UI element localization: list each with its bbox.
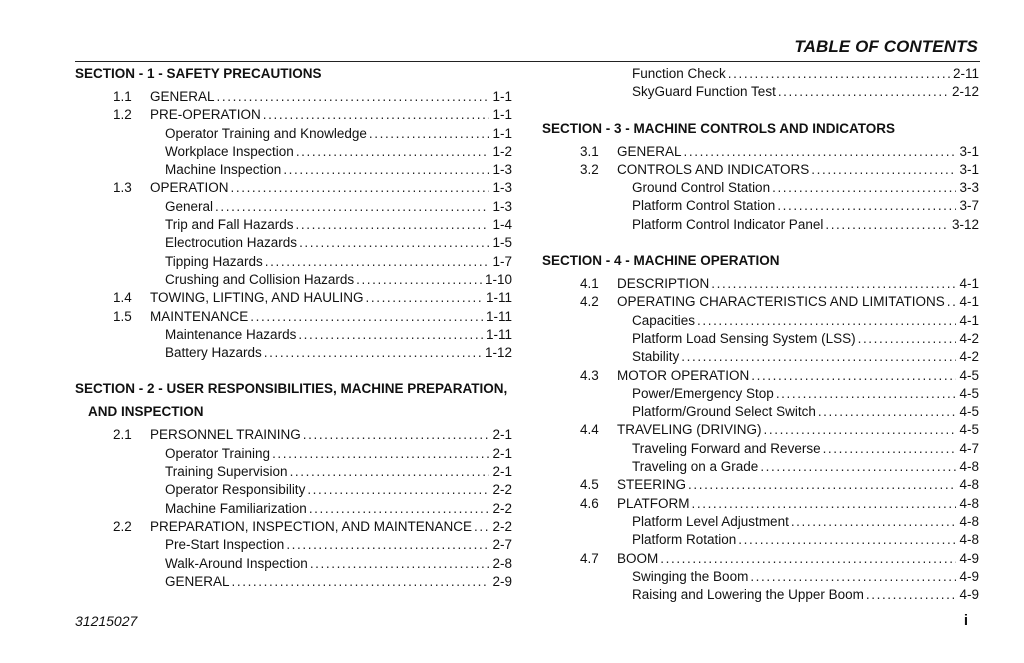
toc-entry-title: Pre-Start Inspection xyxy=(165,537,285,553)
dot-leader xyxy=(823,440,957,458)
toc-entry[interactable] xyxy=(542,586,979,604)
toc-entry[interactable] xyxy=(75,106,512,124)
toc-entry[interactable] xyxy=(542,367,979,385)
toc-entry-title: CONTROLS AND INDICATORS xyxy=(617,161,810,177)
document-number: 31215027 xyxy=(75,613,138,629)
dot-leader xyxy=(760,458,956,476)
toc-entry-title: Machine Familiarization xyxy=(165,500,307,516)
toc-entry-title: Traveling Forward and Reverse xyxy=(632,440,821,456)
toc-entry-number: 1.3 xyxy=(113,180,132,196)
toc-entry[interactable] xyxy=(75,536,512,554)
toc-entry[interactable] xyxy=(542,513,979,531)
toc-entry[interactable] xyxy=(75,125,512,143)
section-heading: SECTION - 2 - USER RESPONSIBILITIES, MACHINE PREPARATION, xyxy=(75,381,508,397)
dot-leader xyxy=(811,161,956,179)
toc-entry[interactable] xyxy=(542,495,979,513)
toc-entry-page: 4-9 xyxy=(959,587,979,603)
toc-entry-title: Tipping Hazards xyxy=(165,253,263,269)
toc-entry-number: 1.1 xyxy=(113,89,132,104)
section-heading: SECTION - 3 - MACHINE CONTROLS AND INDICATORS xyxy=(542,120,896,136)
dot-leader xyxy=(751,367,956,385)
toc-entry-title: Platform Control Indicator Panel xyxy=(632,216,824,232)
toc-entry[interactable] xyxy=(542,348,979,366)
toc-entry-page: 2-7 xyxy=(492,537,512,553)
toc-entry-title: Training Supervision xyxy=(165,464,288,480)
dot-leader xyxy=(264,344,482,362)
toc-entry-title: Crushing and Collision Hazards xyxy=(165,271,355,287)
toc-entry-title: Battery Hazards xyxy=(165,345,262,361)
toc-entry[interactable] xyxy=(542,458,979,476)
toc-entry-page: 4-2 xyxy=(959,349,979,365)
dot-leader xyxy=(310,555,490,573)
toc-entry-title: Machine Inspection xyxy=(165,162,282,178)
toc-entry-title: MAINTENANCE xyxy=(150,308,249,324)
toc-entry-title: Operator Training and Knowledge xyxy=(165,125,367,141)
page-number: i xyxy=(963,612,968,629)
toc-right-column xyxy=(542,65,979,622)
toc-entry-number: 4.7 xyxy=(580,550,599,566)
toc-entry[interactable] xyxy=(542,312,979,330)
toc-entry-page: 2-8 xyxy=(492,555,512,571)
toc-entry-page: 4-5 xyxy=(959,385,979,401)
toc-entry-page: 1-3 xyxy=(492,198,512,214)
toc-entry-title: OPERATING CHARACTERISTICS AND LIMITATIONS xyxy=(617,294,945,310)
section-heading: SECTION - 1 - SAFETY PRECAUTIONS xyxy=(75,66,322,81)
toc-entry-title: Function Check xyxy=(632,66,726,81)
section-heading: AND INSPECTION xyxy=(88,404,204,420)
toc-entry[interactable] xyxy=(75,463,512,481)
dot-leader xyxy=(298,326,483,344)
toc-section xyxy=(542,120,979,234)
toc-entry[interactable] xyxy=(75,161,512,179)
toc-entry-page: 3-7 xyxy=(959,198,979,214)
toc-entry[interactable] xyxy=(75,198,512,216)
toc-entry-page: 4-5 xyxy=(959,367,979,383)
toc-section xyxy=(542,252,979,604)
toc-entry-number: 3.2 xyxy=(580,161,599,177)
toc-entry-page: 1-7 xyxy=(492,253,512,269)
toc-section xyxy=(75,65,512,362)
toc-entry[interactable] xyxy=(542,275,979,293)
toc-entry-page: 2-1 xyxy=(492,464,512,480)
toc-entry-page: 4-2 xyxy=(959,330,979,346)
dot-leader xyxy=(750,568,956,586)
toc-entry-page: 3-3 xyxy=(959,180,979,196)
toc-entry[interactable] xyxy=(542,197,979,215)
toc-entry-number: 2.1 xyxy=(113,427,132,443)
dot-leader xyxy=(272,445,489,463)
toc-entry[interactable] xyxy=(542,403,979,421)
toc-entry-number: 1.5 xyxy=(113,308,132,324)
toc-entry-page: 4-9 xyxy=(959,568,979,584)
toc-entry-title: Walk-Around Inspection xyxy=(165,555,308,571)
dot-leader xyxy=(738,531,956,549)
toc-entry-title: Operator Training xyxy=(165,445,271,461)
toc-entry-title: PREPARATION, INSPECTION, AND MAINTENANCE xyxy=(150,518,473,534)
dot-leader xyxy=(217,88,490,106)
dot-leader xyxy=(231,179,490,197)
toc-entry[interactable] xyxy=(75,179,512,197)
dot-leader xyxy=(818,403,957,421)
toc-entry[interactable] xyxy=(75,344,512,362)
toc-entry[interactable] xyxy=(75,289,512,307)
toc-entry[interactable] xyxy=(75,481,512,499)
toc-entry-title: Platform Control Station xyxy=(632,198,776,214)
toc-entry-title: OPERATION xyxy=(150,180,229,196)
toc-entry-title: PRE-OPERATION xyxy=(150,107,261,123)
toc-entry-page: 4-8 xyxy=(959,477,979,493)
toc-entry-title: Platform/Ground Select Switch xyxy=(632,404,816,420)
dot-leader xyxy=(290,463,490,481)
dot-leader xyxy=(215,198,489,216)
toc-entry-number: 2.2 xyxy=(113,518,132,534)
dot-leader xyxy=(947,293,957,311)
toc-entry[interactable] xyxy=(75,426,512,444)
toc-entry[interactable] xyxy=(75,445,512,463)
toc-entry-title: Power/Emergency Stop xyxy=(632,385,774,401)
toc-entry-number: 4.2 xyxy=(580,294,599,310)
toc-entry[interactable] xyxy=(75,253,512,271)
toc-entry[interactable] xyxy=(542,65,979,83)
dot-leader xyxy=(309,500,490,518)
toc-entry[interactable] xyxy=(542,421,979,439)
toc-section xyxy=(542,65,979,102)
toc-entry-page: 1-1 xyxy=(492,125,512,141)
dot-leader xyxy=(776,385,957,403)
dot-leader xyxy=(263,106,490,124)
toc-entry-number: 4.1 xyxy=(580,276,599,292)
toc-entry-title: PERSONNEL TRAINING xyxy=(150,427,301,443)
dot-leader xyxy=(825,216,949,234)
toc-entry[interactable] xyxy=(542,385,979,403)
toc-entry-page: 3-1 xyxy=(959,143,979,159)
toc-entry-page: 1-5 xyxy=(492,235,512,251)
dot-leader xyxy=(286,536,489,554)
dot-leader xyxy=(681,348,956,366)
toc-entry[interactable] xyxy=(75,500,512,518)
toc-entry-page: 1-3 xyxy=(492,180,512,196)
dot-leader xyxy=(299,234,489,252)
toc-entry-title: Stability xyxy=(632,349,680,365)
section-heading: SECTION - 4 - MACHINE OPERATION xyxy=(542,253,780,269)
dot-leader xyxy=(697,312,956,330)
dot-leader xyxy=(232,573,490,591)
dot-leader xyxy=(684,143,957,161)
toc-entry-page: 1-11 xyxy=(485,326,512,342)
dot-leader xyxy=(692,495,957,513)
dot-leader xyxy=(772,179,956,197)
dot-leader xyxy=(866,586,957,604)
toc-entry-page: 1-10 xyxy=(484,271,512,287)
dot-leader xyxy=(778,83,949,101)
dot-leader xyxy=(307,481,489,499)
toc-entry[interactable] xyxy=(75,573,512,591)
toc-entry-page: 2-1 xyxy=(492,445,512,461)
toc-entry-page: 2-11 xyxy=(952,66,979,81)
toc-entry[interactable] xyxy=(75,143,512,161)
toc-entry-title: GENERAL xyxy=(617,143,682,159)
toc-section xyxy=(75,380,512,591)
toc-entry-title: TRAVELING (DRIVING) xyxy=(617,422,762,438)
dot-leader xyxy=(356,271,482,289)
toc-entry-page: 4-5 xyxy=(959,404,979,420)
toc-entry-title: Raising and Lowering the Upper Boom xyxy=(632,587,864,603)
toc-entry-page: 4-1 xyxy=(959,276,979,292)
toc-entry-page: 4-8 xyxy=(959,513,979,529)
header-rule xyxy=(75,61,980,62)
toc-entry-title: General xyxy=(165,198,214,214)
toc-entry[interactable] xyxy=(75,234,512,252)
toc-entry-page: 4-5 xyxy=(959,422,979,438)
toc-entry-title: Capacities xyxy=(632,312,696,328)
dot-leader xyxy=(764,421,957,439)
toc-entry-page: 4-7 xyxy=(959,440,979,456)
toc-entry[interactable] xyxy=(75,555,512,573)
toc-entry-page: 2-2 xyxy=(492,482,512,498)
dot-leader xyxy=(858,330,957,348)
dot-leader xyxy=(250,308,483,326)
toc-entry-title: GENERAL xyxy=(165,573,230,589)
toc-entry-title: DESCRIPTION xyxy=(617,276,710,292)
dot-leader xyxy=(369,125,490,143)
dot-leader xyxy=(660,550,956,568)
toc-entry-title: MOTOR OPERATION xyxy=(617,367,750,383)
toc-entry-title: Workplace Inspection xyxy=(165,143,294,159)
toc-entry-page: 1-11 xyxy=(485,290,512,306)
toc-entry-title: Swinging the Boom xyxy=(632,568,749,584)
dot-leader xyxy=(728,65,950,83)
toc-entry-title: SkyGuard Function Test xyxy=(632,84,776,100)
toc-entry-title: BOOM xyxy=(617,550,659,566)
toc-entry-number: 1.2 xyxy=(113,107,132,123)
toc-entry-page: 1-1 xyxy=(492,89,512,104)
toc-entry-page: 4-9 xyxy=(959,550,979,566)
dot-leader xyxy=(296,143,490,161)
dot-leader xyxy=(366,289,483,307)
toc-entry-page: 1-12 xyxy=(484,345,512,361)
toc-entry-title: GENERAL xyxy=(150,89,215,104)
toc-entry[interactable] xyxy=(542,550,979,568)
toc-entry-title: Platform Rotation xyxy=(632,532,737,548)
toc-entry-number: 4.5 xyxy=(580,477,599,493)
toc-entry[interactable] xyxy=(75,271,512,289)
toc-entry-page: 3-12 xyxy=(951,216,979,232)
toc-entry-page: 4-8 xyxy=(959,459,979,475)
toc-entry-number: 4.3 xyxy=(580,367,599,383)
toc-entry-page: 4-1 xyxy=(959,294,979,310)
toc-entry-title: Ground Control Station xyxy=(632,180,771,196)
page-title: TABLE OF CONTENTS xyxy=(794,37,978,56)
toc-entry[interactable] xyxy=(75,308,512,326)
dot-leader xyxy=(777,197,956,215)
toc-entry-title: PLATFORM xyxy=(617,495,690,511)
toc-entry-title: STEERING xyxy=(617,477,687,493)
toc-entry[interactable] xyxy=(75,88,512,106)
toc-entry[interactable] xyxy=(542,330,979,348)
toc-entry[interactable] xyxy=(542,476,979,494)
toc-entry-number: 3.1 xyxy=(580,143,599,159)
toc-entry-page: 4-8 xyxy=(959,532,979,548)
toc-entry[interactable] xyxy=(75,518,512,536)
toc-entry-title: Platform Load Sensing System (LSS) xyxy=(632,330,856,346)
toc-entry-title: Trip and Fall Hazards xyxy=(165,217,294,233)
toc-entry-title: Maintenance Hazards xyxy=(165,326,297,342)
toc-entry-title: Traveling on a Grade xyxy=(632,459,759,475)
dot-leader xyxy=(265,253,490,271)
toc-entry-page: 1-11 xyxy=(485,308,512,324)
dot-leader xyxy=(688,476,956,494)
toc-entry[interactable] xyxy=(542,83,979,101)
toc-entry-page: 2-12 xyxy=(951,84,979,100)
toc-entry[interactable] xyxy=(542,568,979,586)
toc-entry[interactable] xyxy=(75,326,512,344)
toc-entry-page: 1-2 xyxy=(492,143,512,159)
toc-left-column xyxy=(75,65,512,609)
dot-leader xyxy=(711,275,956,293)
dot-leader xyxy=(791,513,957,531)
dot-leader xyxy=(474,518,489,536)
toc-entry-page: 4-8 xyxy=(959,495,979,511)
toc-entry[interactable] xyxy=(542,143,979,161)
toc-entry[interactable] xyxy=(75,216,512,234)
toc-entry-title: TOWING, LIFTING, AND HAULING xyxy=(150,290,364,306)
toc-entry-number: 4.6 xyxy=(580,495,599,511)
toc-entry[interactable] xyxy=(542,293,979,311)
toc-entry[interactable] xyxy=(542,440,979,458)
toc-entry-page: 2-2 xyxy=(492,500,512,516)
toc-entry-number: 4.4 xyxy=(580,422,599,438)
toc-entry-title: Platform Level Adjustment xyxy=(632,513,789,529)
toc-entry[interactable] xyxy=(542,161,979,179)
toc-entry-page: 2-2 xyxy=(492,518,512,534)
toc-entry-number: 1.4 xyxy=(113,290,132,306)
dot-leader xyxy=(283,161,489,179)
dot-leader xyxy=(296,216,490,234)
toc-entry-page: 2-1 xyxy=(492,427,512,443)
toc-entry-title: Operator Responsibility xyxy=(165,482,306,498)
toc-entry-page: 1-3 xyxy=(492,162,512,178)
toc-entry[interactable] xyxy=(542,216,979,234)
toc-entry-page: 4-1 xyxy=(959,312,979,328)
toc-entry-page: 1-4 xyxy=(492,217,512,233)
dot-leader xyxy=(303,426,490,444)
toc-entry[interactable] xyxy=(542,531,979,549)
toc-entry-page: 3-1 xyxy=(959,161,979,177)
toc-entry-page: 1-1 xyxy=(492,107,512,123)
toc-entry-page: 2-9 xyxy=(492,573,512,589)
toc-entry-title: Electrocution Hazards xyxy=(165,235,298,251)
toc-entry[interactable] xyxy=(542,179,979,197)
